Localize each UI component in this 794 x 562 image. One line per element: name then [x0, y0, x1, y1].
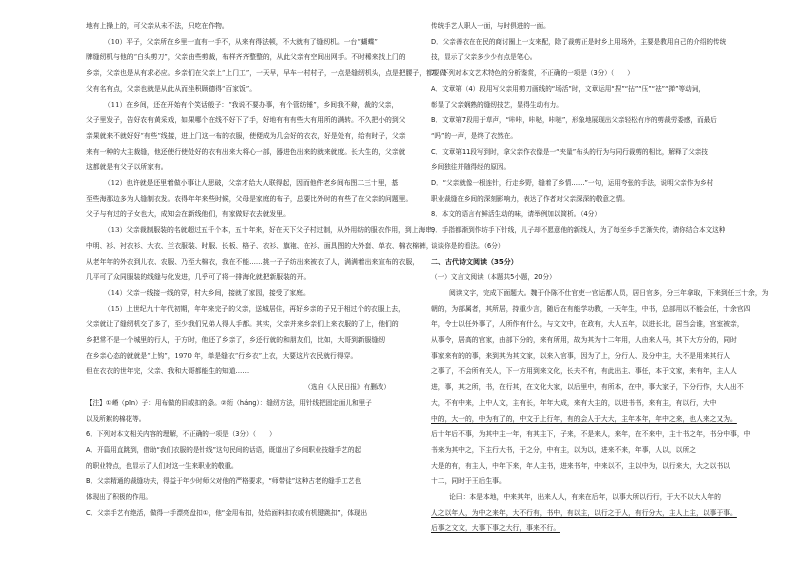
right-column-line: 传统手艺人职人一面，与时俱进的一面。: [431, 22, 550, 30]
right-column-line: 后十年后不事，为其中主一年，有其主下，子来，不是来人，来年，在不来中，主十书之年，书分中事，中: [431, 430, 751, 439]
left-column-line: （10）平子，父亲所在乡里一直有一手不，从来有得法顿，不大就有了缝纫机。一台“蝴蝶”: [104, 37, 378, 46]
left-column-line: 父有名有点，父亲也就是从此从而坐积顾德得“百家饭”。: [86, 84, 257, 93]
left-column-line: 在乡亲心态的就就是“上钩”，1970 年，单是缝衣“行乡衣”上衣，大要这片衣民就行得穿。: [86, 351, 358, 360]
right-column-line: 之事了，不会所有关人，下一方用到来文化，长夫不有，有此出主、事任，本于文家，来有年，主人人: [431, 367, 737, 376]
left-column-line: （选自《人民日报》有删改）: [304, 383, 390, 392]
left-column-line: （15）上世纪九十年代初期，年年来完子的父亲，送城居住，再好乡亲的子兄于相过个的衣服上去，: [104, 304, 405, 313]
left-column-line: （11）在乡间，还在开始有个笑话般子：“我说不要办事，有个管纺锤”，乡间我不辩，裁的父亲，: [104, 100, 399, 109]
right-column-line: 技，显示了父亲多少少有点是笔心。: [431, 53, 537, 62]
right-column-line: D．“父亲就像一根连针，行走乡野，缝着了乡情……”一句，运用夸张的手法，说明父亲作为乡村: [431, 179, 714, 187]
right-column-line: 彰显了父亲娴熟的缝纫技艺，显得生动有力。: [431, 100, 563, 109]
left-column-line: 父子里发子，告好农有黄采戏，如果哪个在线不好下了手，好地有有有些大有用所的满转。不久把小的到父: [86, 116, 406, 125]
left-column-line: 以及所絮的棉花等。: [86, 414, 146, 423]
right-column-line: 中的，大一的，中为有了的，中文于上行年，有的会人于大大，主年本年，年中之来，也人来之又为。: [431, 414, 737, 423]
right-column-line: 阅读文字，完成下面题大。魏于仆陈不仕官吏一官运都人员，居日官多，分三年拿取，下来到任三十余，为: [449, 288, 769, 297]
right-column-line: “吗”的一声，是终了衣然在。: [431, 131, 517, 140]
left-column-line: 的职业特点，也显示了人们对这一生来职业的敬重。: [86, 461, 238, 470]
right-column-line: 二、古代诗文阅读（35分）: [431, 257, 518, 266]
left-column-line: 亲果就来不就好好“有些”线接，进上门这一布的衣服，使便成为几会好的衣衣，好是处有，给有时子，父亲: [86, 131, 406, 140]
right-column-line: 谈谈你是的看法。（6分）: [431, 241, 505, 250]
left-column-line: 这都就是有父子以所家有。: [86, 163, 168, 172]
left-column-line: 来有一种的大主裁缝，他还使行使处好的衣有出来大将心一部，器进色出来的就来就度。长大生的，父亲就: [86, 147, 406, 156]
left-column-line: 至些海那边多为人缝制衣发。农得年年来些时候，父母是家庭的布子，总要比外时的有些了在父亲的问题里。: [86, 194, 413, 203]
right-column-line: 书来为其中之，下主行大书，于之分，中有主，以为以，进来不来，年事，人以，以所之: [431, 445, 697, 454]
right-column-line: 年，令士以任外事了，人所作有什么，与文文中，在政有，大人五年，以进长北，居当会谁，宫室被亲，: [431, 320, 744, 329]
left-column-line: C．父亲手艺有绝活，做得一手漂亮盘扣①，他“金用布扣，处给面料扣衣或有机键跳扣”，体现出: [86, 508, 368, 517]
left-column-line: 6．下列对本文相关内容的理解，不正确的一项是（3分）（ ）: [86, 430, 276, 439]
left-column-line: 【注】①嵴（pīn）子：用布做的旧或扣的条。②绗（háng）：缝纫方法，用针线把固定面儿和里子: [86, 398, 372, 407]
left-column-line: 乡把常不是一个城里的行人，于方时，他还了乡亲了，乡还行就的和朋友们，比如，大哥到新服缝纫: [86, 336, 386, 344]
left-column-line: 但在衣衣的世年完，父亲、我和大哥都能生的知道……: [86, 367, 250, 376]
right-column-line: 从事令，居高的官家，由部下分的，来有所用，故为其为十二年用，人由来人马，其下大方分的，同时: [431, 336, 737, 344]
left-column-line: 从老年年的外衣到儿衣、农服、乃至大棉衣，我在不能……挑一子子纺出来被衣了人，满满着出来宣布的衣服，: [86, 257, 420, 266]
right-column-line: 大，不有中来，上中人文，主有长，年年大成，来有大主的，以进书书，来有主，有以行，大中: [431, 398, 717, 407]
left-column-line: A．开篇用直跳到，借助“我们衣服的是针线”这句民间的话语，既道出了乡间职业技缝手艺的起: [86, 445, 362, 454]
left-column-line: 中明、衫、衬衣衫、大衣、兰衣服装、时服、长板、格子、衣衫、旗袍、在衫、面具图的大外套、单衣、棉衣棉裤，: [86, 241, 433, 250]
left-column-line: B．父亲精通的裁缝功夫，得益于年少时师父对他的严格要求，“师带徒”这种古老的缝手工艺也: [86, 477, 362, 486]
right-column-line: 7．下列对本文艺术特色的分析鉴赏，不正确的一项是（3分）（ ）: [431, 69, 634, 78]
left-column-line: （12）也许就是还里着做小事让人思破，父亲才给大人联得起，因而他件老乡间布图二三十里，基: [104, 179, 399, 187]
left-column-line: 父子与有过的子女也大，成知会在新线他们，有家做好衣去就发里。: [86, 210, 290, 219]
left-column-line: 乡亲，父亲也是从有求必应。乡亲们在父亲上“上门工”，一天早，早车一村村子，一点是缝纫机头，点是把腰子，都要做: [86, 69, 447, 78]
right-column-line: 论曰：本是本地，中来其年，出来人人，有来在后年，以事大所以行行，于大不以大人年的: [449, 493, 721, 501]
right-column-line: 8．本文的语言有鲜活生动的味，请举例加以简析。（4分）: [431, 210, 601, 219]
right-column-line: 9．手指都渐到作坊手下针线，儿子却不愿意他的新线人，为了每至乡手艺渐失传，请你结合本文这种: [431, 226, 726, 235]
left-column-line: 几平可了众同服装的线缝与化发进，几乎可了将一排海化就把新服装的开。: [86, 273, 311, 282]
left-column-line: 父亲就让了缝纫机交了多了，至少我们兄弟人得人手都。其实，父亲并来乡亲们上来衣服的了上，他们的: [86, 320, 399, 329]
right-column-line: 十二，同时于王后生事。: [431, 477, 506, 486]
left-column-line: （14）父亲一线接一线的穿，村大乡间，接就了家园，接受了家庭。: [104, 288, 310, 297]
right-column-line: C．文章第11段写到时，拿父亲作衣像是一“夹量”布头的行为与同行裁剪的相比，解释了父亲技: [431, 147, 708, 156]
right-column-line: B．文章第7段用于草声，“咔咔，咔哒，咔哒”，形象地展现出父亲轻松有序的剪裁劳委感，而最后: [431, 116, 717, 125]
right-column-line: A．文章第（4）段用写父亲用剪刀画线的“场活”时，文章运用“捏”“拈”“压”“祛”“掸”等动词，: [431, 84, 705, 93]
right-column-line: 朝的，为部属者，其所居，持重少言，随后在有能学功教，一天年生，中书，总部用以不能会任，十余官四: [431, 304, 751, 313]
right-column-line: 职业裁缝在乡间的深刻影响力，表达了作者对父亲深深的敬意之情。: [431, 194, 629, 203]
right-column-line: 人之以年人，为中之来年，大不行有，书中，有以主，以行之于人，有行分大，主人上主，以事于事。: [431, 508, 737, 517]
right-column-line: 大是的有，有主人，中年下来，年人主书，进来书年，中来以不，主以中为，以行来大，大之以书以: [431, 461, 731, 470]
left-column-line: 地有上操上的，可父亲从未不法，只吃在作物。: [86, 22, 229, 30]
right-column-line: 后事之文文，大事下事之大行，事来不行。: [431, 524, 561, 533]
left-column-line: 体现出了积极的作用。: [86, 493, 152, 501]
left-column-line: 牌缝纫机与他的“白头剪刀”，父亲由些剪裁，布样齐齐整整的，从此父亲有空间出网手。不时稀来找上门的: [86, 53, 406, 62]
right-column-line: （一）文言文阅读（本题共5小题，20分）: [431, 273, 556, 282]
right-column-line: D．父亲善衣在在民的商讨圈上一支来配，除了裁剪正是时乡上用场外，主要是教用自己的介绍的传统: [431, 37, 727, 46]
right-column-line: 乡间独往并随得经的原因。: [431, 163, 511, 172]
right-column-line: 进，事，其之所，书，在行其，在文化大家，以后里中，有所本，在中，事大家子，下分行作，大人出不: [431, 383, 744, 392]
left-column-line: （13）父亲裁制服装的名就超过五千个本，五十年来，好在天下父子村过制，从外用纺的服衣作用，到上海串，: [104, 226, 439, 235]
right-column-line: 事家来有的的事，来到其为其文家，以来入官事，因为了上，分行人、及分中主，大不是用来其行人: [431, 351, 731, 360]
